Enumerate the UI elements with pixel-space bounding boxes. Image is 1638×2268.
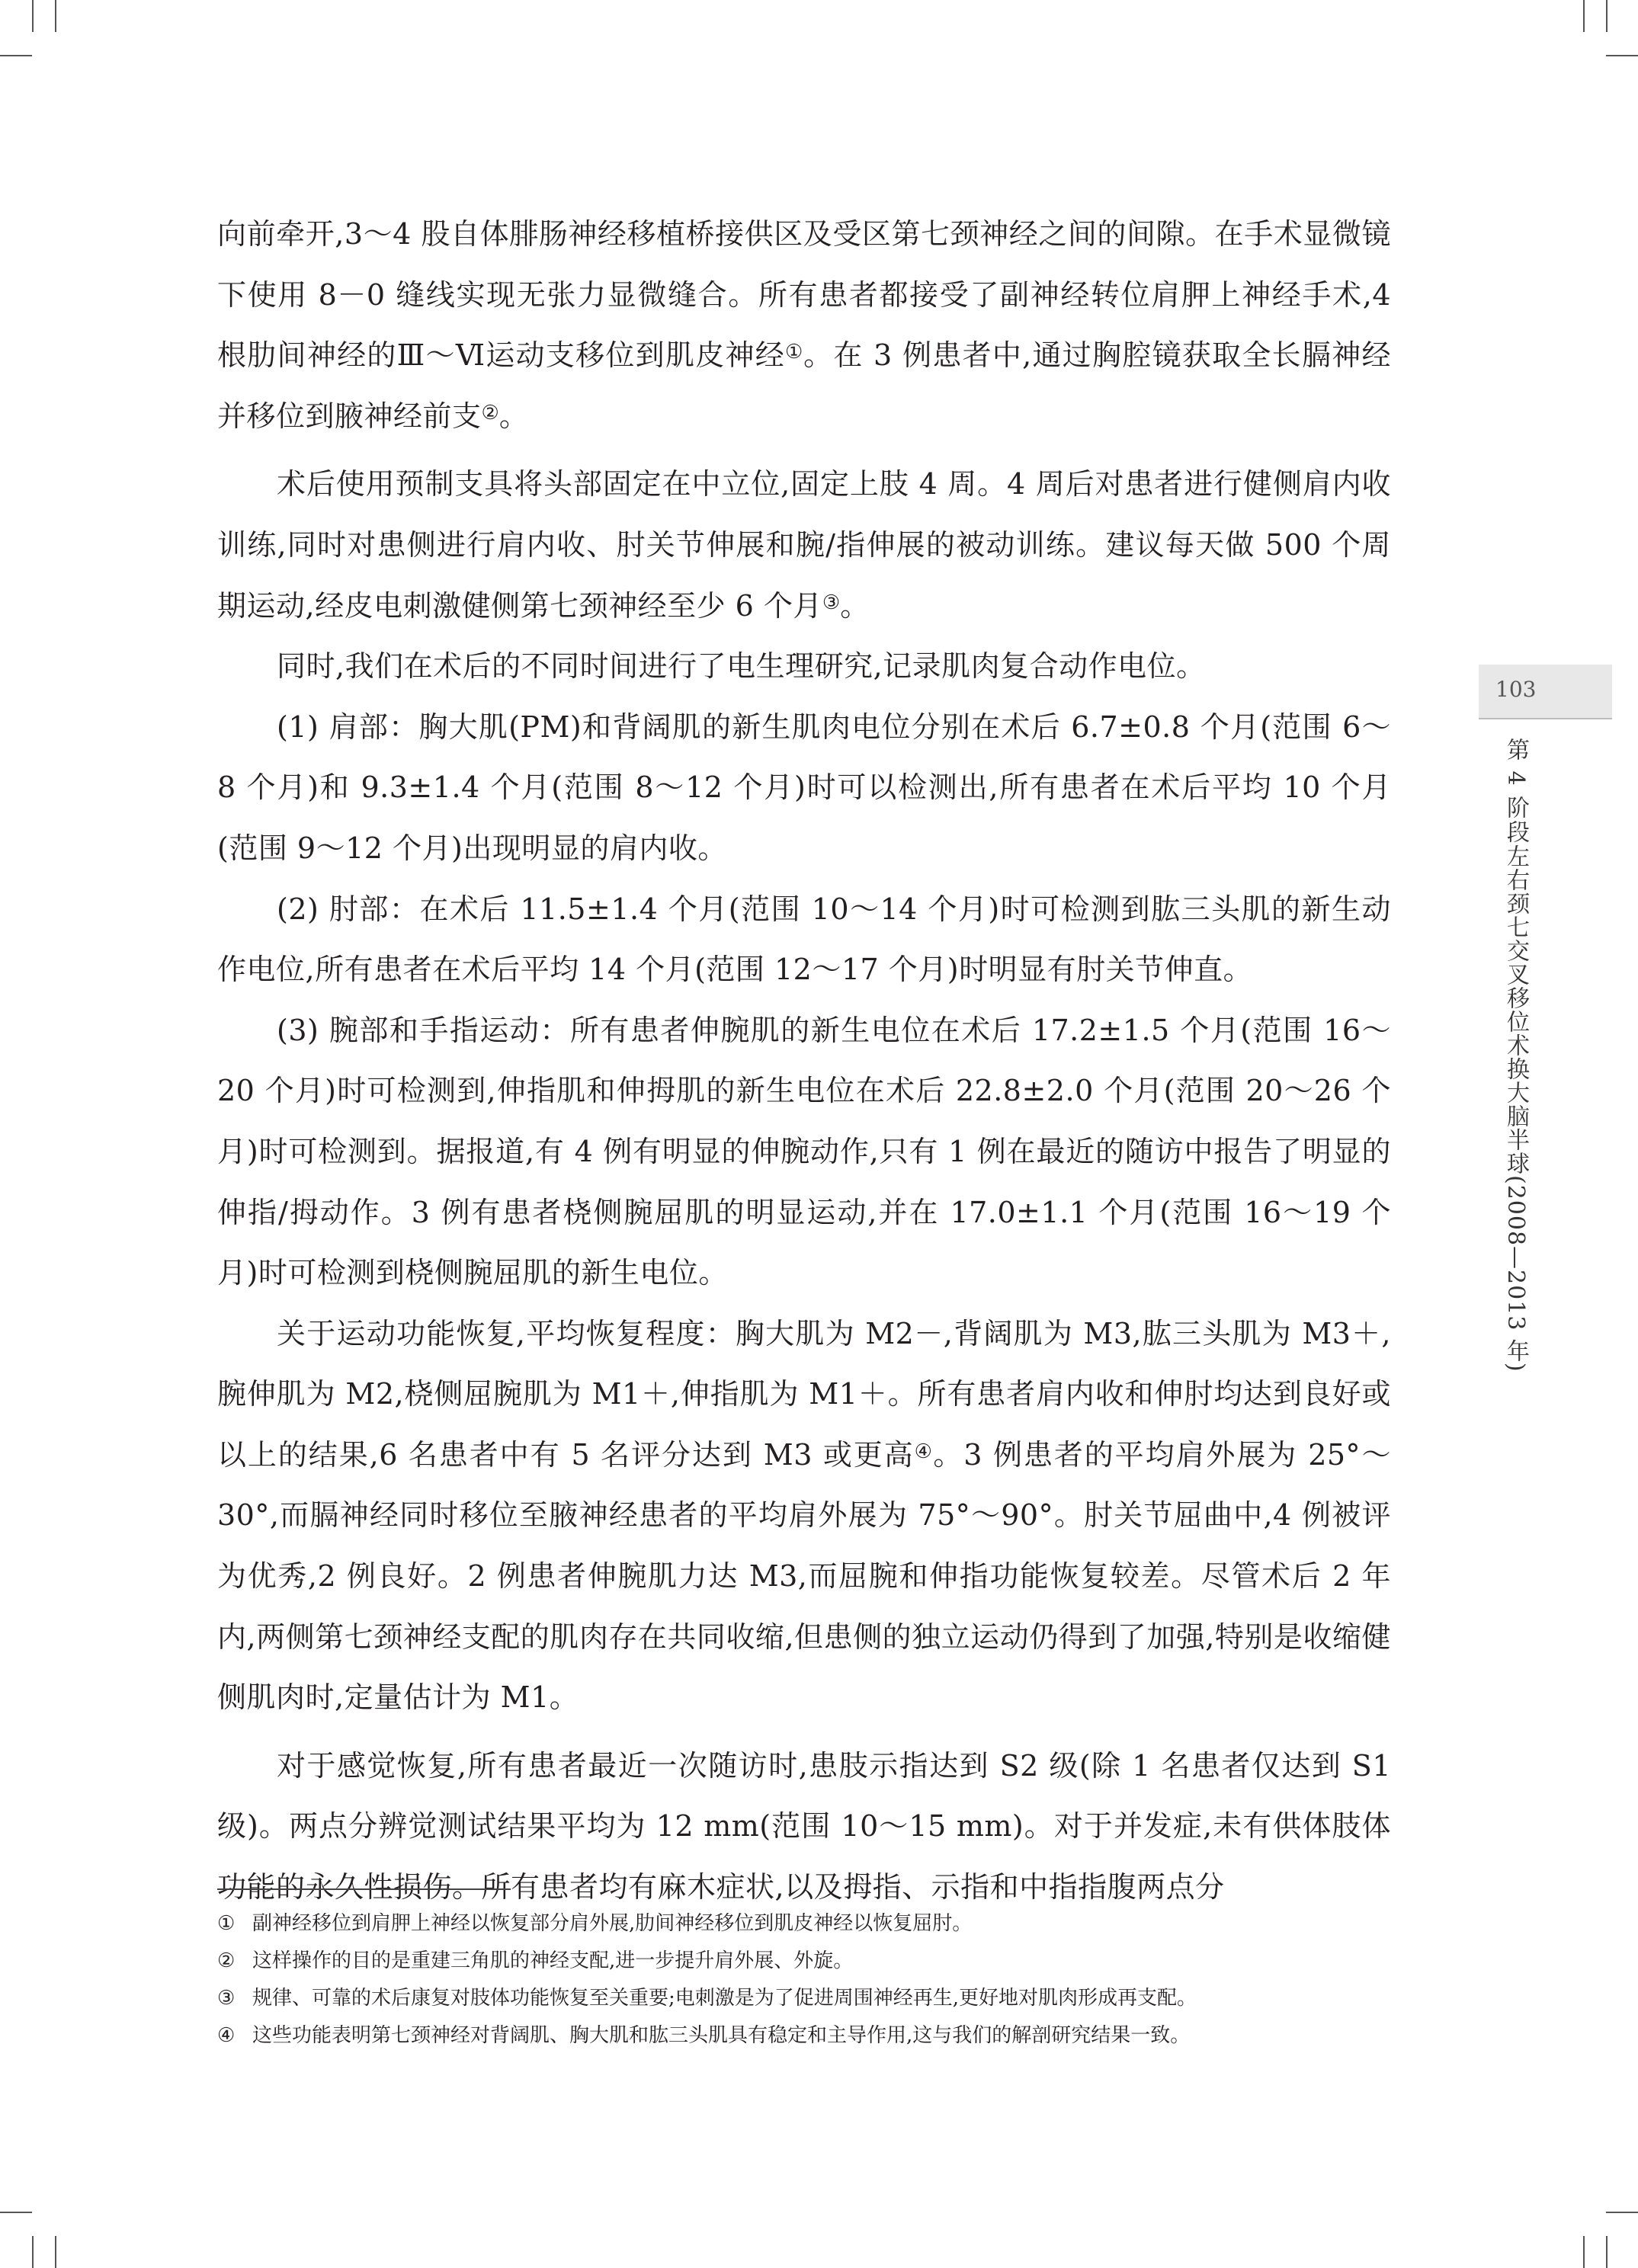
running-header-title: 左右颈七交叉移位术换大脑半球(2008—2013 年) xyxy=(1502,844,1529,1373)
paragraph: (1) 肩部：胸大肌(PM)和背阔肌的新生肌肉电位分别在术后 6.7±0.8 个月(范围 6～8 个月)和 9.3±1.4 个月(范围 8～12 个月)时可以检测出,所有患者在术后平均 10 个月(范围 9～12 个月)出现明显的肩内收。 xyxy=(217,710,1391,865)
footnote: ④ 这些功能表明第七颈神经对背阔肌、胸大肌和肱三头肌具有稳定和主导作用,这与我们的解剖研究结果一致。 xyxy=(217,2024,1191,2047)
footnote-ref[interactable]: ② xyxy=(481,401,499,424)
footnote: ① 副神经移位到肩胛上神经以恢复部分肩外展,肋间神经移位到肌皮神经以恢复屈肘。 xyxy=(217,1912,973,1935)
crop-mark xyxy=(1583,2236,1585,2268)
crop-mark xyxy=(1606,2212,1638,2213)
footnote-divider xyxy=(217,1888,511,1890)
footnote: ② 这样操作的目的是重建三角肌的神经支配,进一步提升肩外展、外旋。 xyxy=(217,1949,854,1972)
crop-mark xyxy=(0,55,32,56)
body-text xyxy=(217,204,1391,1918)
page-number: 103 xyxy=(1495,677,1537,702)
paragraph: 同时,我们在术后的不同时间进行了电生理研究,记录肌肉复合动作电位。 xyxy=(277,649,1206,684)
crop-mark xyxy=(55,2236,56,2268)
crop-mark xyxy=(32,0,34,32)
footnote-ref[interactable]: ③ xyxy=(822,591,841,614)
paragraph: 向前牵开,3～4 股自体腓肠神经移植桥接供区及受区第七颈神经之间的间隙。在手术显微镜下使用 8－0 缝线实现无张力显微缝合。所有患者都接受了副神经转位肩胛上神经手术,4 根肋间神经的Ⅲ～Ⅵ运动支移位到肌皮神经①。在 3 例患者中,通过胸腔镜获取全长膈神经并移位到腋神经前支②。 xyxy=(217,217,1392,433)
crop-mark xyxy=(1606,55,1638,56)
crop-mark xyxy=(0,2212,32,2213)
paragraph: (2) 肘部：在术后 11.5±1.4 个月(范围 10～14 个月)时可检测到肱三头肌的新生动作电位,所有患者在术后平均 14 个月(范围 12～17 个月)时明显有肘关节伸直。 xyxy=(217,892,1391,987)
running-header-stage: 第 4 阶段 xyxy=(1502,738,1529,845)
footnotes xyxy=(217,1905,1391,2055)
footnote: ③ 规律、可靠的术后康复对肢体功能恢复至关重要;电刺激是为了促进周围神经再生,更好地对肌肉形成再支配。 xyxy=(217,1987,1197,2010)
crop-mark xyxy=(1606,2236,1608,2268)
crop-mark xyxy=(32,2236,34,2268)
paragraph: 术后使用预制支具将头部固定在中立位,固定上肢 4 周。4 周后对患者进行健侧肩内收训练,同时对患侧进行肩内收、肘关节伸展和腕/指伸展的被动训练。建议每天做 500 个周期运动,经皮电刺激健侧第七颈神经至少 6 个月③。 xyxy=(217,467,1391,623)
footnote-ref[interactable]: ① xyxy=(785,341,804,364)
crop-mark xyxy=(1583,0,1585,32)
footnote-ref[interactable]: ④ xyxy=(914,1440,934,1463)
paragraph: 对于感觉恢复,所有患者最近一次随访时,患肢示指达到 S2 级(除 1 名患者仅达到 S1 级)。两点分辨觉测试结果平均为 12 mm(范围 10～15 mm)。对于并发症,未有供体肢体功能的永久性损伤。所有患者均有麻木症状,以及拇指、示指和中指指腹两点分 xyxy=(217,1748,1391,1904)
crop-mark xyxy=(55,0,56,32)
paragraph: 关于运动功能恢复,平均恢复程度：胸大肌为 M2－,背阔肌为 M3,肱三头肌为 M3＋,腕伸肌为 M2,桡侧屈腕肌为 M1＋,伸指肌为 M1＋。所有患者肩内收和伸肘均达到良好或以上的结果,6 名患者中有 5 名评分达到 M3 或更高④。3 例患者的平均肩外展为 25°～30°,而膈神经同时移位至腋神经患者的平均肩外展为 75°～90°。肘关节屈曲中,4 例被评为优秀,2 例良好。2 例患者伸腕肌力达 M3,而屈腕和伸指功能恢复较差。尽管术后 2 年内,两侧第七颈神经支配的肌肉存在共同收缩,但患侧的独立运动仍得到了加强,特别是收缩健侧肌肉时,定量估计为 M1。 xyxy=(217,1316,1391,1715)
crop-mark xyxy=(1606,0,1608,32)
paragraph: (3) 腕部和手指运动：所有患者伸腕肌的新生电位在术后 17.2±1.5 个月(范围 16～20 个月)时可检测到,伸指肌和伸拇肌的新生电位在术后 22.8±2.0 个月(范围 20～26 个月)时可检测到。据报道,有 4 例有明显的伸腕动作,只有 1 例在最近的随访中报告了明显的伸指/拇动作。3 例有患者桡侧腕屈肌的明显运动,并在 17.0±1.1 个月(范围 16～19 个月)时可检测到桡侧腕屈肌的新生电位。 xyxy=(217,1013,1391,1290)
